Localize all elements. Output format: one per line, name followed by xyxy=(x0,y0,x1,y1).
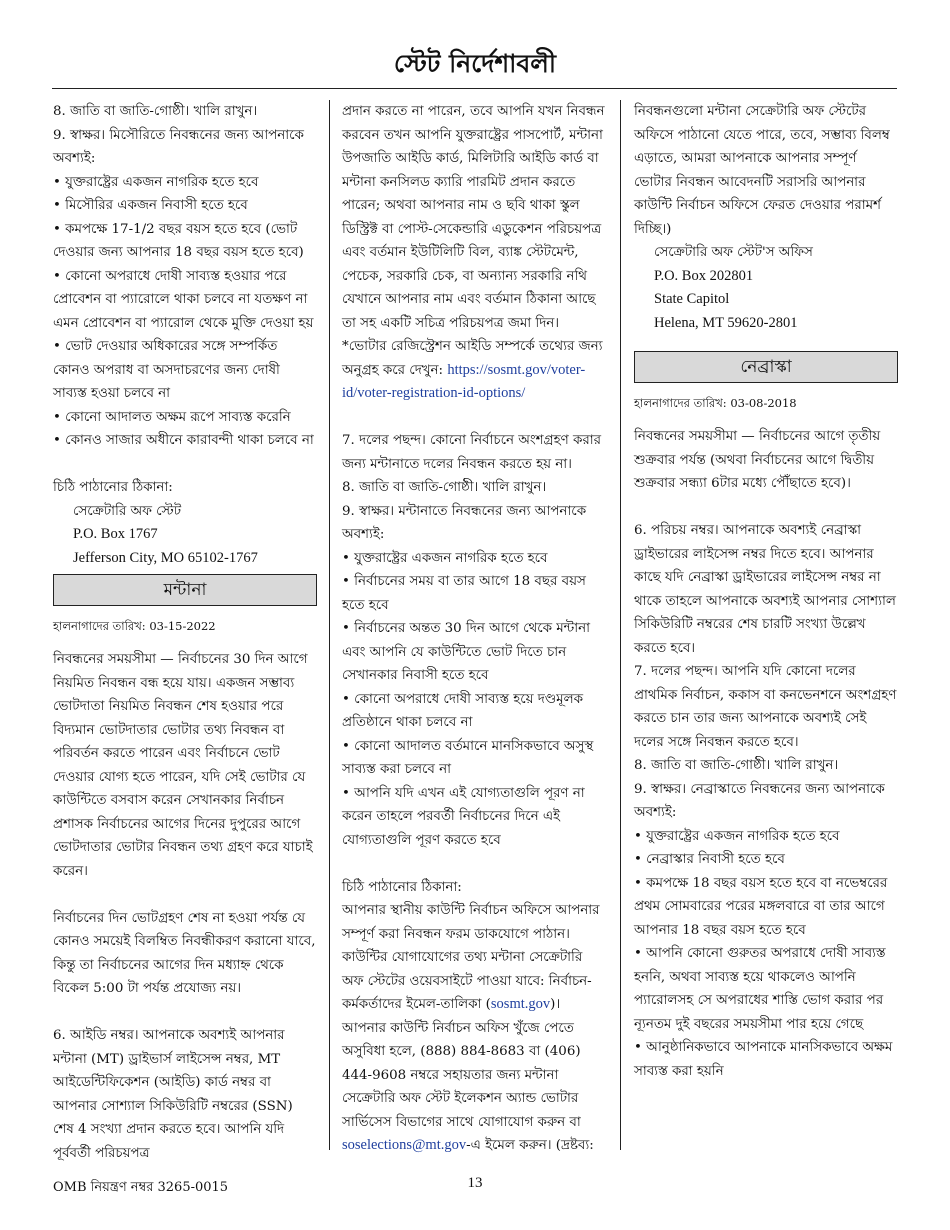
updated-date: হালনাগাদের তারিখ: 03-08-2018 xyxy=(634,396,797,410)
mailing-label: চিঠি পাঠানোর ঠিকানা: xyxy=(53,480,173,495)
address-line: State Capitol xyxy=(654,291,730,307)
requirement-item: • কোনও সাজার অধীনে কারাবন্দী থাকা চলবে না xyxy=(53,433,314,448)
requirement-item: • নির্বাচনের অন্তত 30 দিন আগে থেকে মন্টানা এবং আপনি যে কাউন্টিতে ভোট দিতে চান সেখানকার নিবাসী হতে হবে xyxy=(342,621,590,683)
requirement-item: • নির্বাচনের সময় বা তার আগে 18 বছর বয়স হতে হবে xyxy=(342,574,586,613)
party-paragraph: 7. দলের পছন্দ। আপনি যদি কোনো দলের প্রাথমিক নির্বাচন, ককাস বা কনভেনশনে অংশগ্রহণ করতে চান তার জন্য আপনাকে অবশ্যই সেই দলের সঙ্গে নিবন্ধন করতে হবে। xyxy=(634,664,897,750)
race-line: 8. জাতি বা জাতি-গোষ্ঠী। খালি রাখুন। xyxy=(342,480,547,495)
column-3 xyxy=(634,100,898,1083)
id-number-paragraph: 6. আইডি নম্বর। আপনাকে অবশ্যই আপনার মন্টানা (MT) ড্রাইভার্স লাইসেন্স নম্বর, MT আইডেন্টিফিকেশন (আইডি) কার্ড নম্বর বা আপনার সোশ্যাল সিকিউরিটি নম্বরের (SSN) শেষ 4 সংখ্যা প্রদান করতে হবে। আপনি যদি পূর্ববর্তী পরিচয়পত্র xyxy=(53,1028,293,1161)
voter-id-link[interactable]: https://sosmt.gov/voter-id/voter-registration-id-options/ xyxy=(342,361,586,401)
deadline-paragraph: নিবন্ধনের সময়সীমা — নির্বাচনের 30 দিন আগে নিয়মিত নিবন্ধন বন্ধ হয়ে যায়। একজন সম্ভাব্য ভোটদাতা নিয়মিত নিবন্ধন শেষ হওয়ার পরে বিদ্যমান ভোটদাতার ভোটার তথ্য নিবন্ধন বা পরিবর্তন করতে পারেন এবং নির্বাচনে ভোট দেওয়ার যোগ্য হতে পারেন, যদি সেই ভোটার যে কাউন্টিতে বসবাস করেন সেখানকার নির্বাচন প্রশাসক নির্বাচনের আগের দিনের দুপুরের আগে ভোটদাতার ভোটার নিবন্ধন তথ্য গ্রহণ করে যাচাই করেন। xyxy=(53,652,313,879)
mailing-label: চিঠি পাঠানোর ঠিকানা: xyxy=(342,879,462,895)
requirement-item: • কমপক্ষে 17-1/2 বছর বয়স হতে হবে (ভোট দেওয়ার জন্য আপনার 18 বছর বয়স হতে হবে) xyxy=(53,221,304,260)
requirement-item: • আপনি যদি এখন এই যোগ্যতাগুলি পূরণ না করেন তাহলে পরবর্তী নির্বাচনের দিনে এই যোগ্যতাগুলি পূরণ করতে হবে xyxy=(342,785,585,848)
race-line: 8. জাতি বা জাতি-গোষ্ঠী। খালি রাখুন। xyxy=(634,758,839,773)
requirement-item: • আনুষ্ঠানিকভাবে আপনাকে মানসিকভাবে অক্ষম সাব্যস্ত করা হয়নি xyxy=(634,1040,893,1079)
party-line: 7. দলের পছন্দ। কোনো নির্বাচনে অংশগ্রহণ করার জন্য মন্টানাতে দলের নিবন্ধন করতে হয় না। xyxy=(342,433,601,472)
omb-control-number: OMB নিয়ন্ত্রণ নম্বর 3265-0015 xyxy=(53,1180,229,1195)
requirement-item: • আপনি কোনো গুরুতর অপরাধে দোষী সাব্যস্ত হননি, অথবা সাব্যস্ত হয়ে থাকলেও আপনি প্যারোলসহ সে অপরাধের শাস্তি ভোগ করার পর ন্যূনতম দুই বছরের সময়সীমা পার হয়ে গেছে xyxy=(634,946,886,1032)
email-link[interactable]: soselections@mt.gov xyxy=(342,1137,467,1153)
requirement-item: • কোনো আদালত অক্ষম রূপে সাব্যস্ত করেনি xyxy=(53,409,291,425)
deadline-paragraph: নিবন্ধনের সময়সীমা — নির্বাচনের আগে তৃতীয় শুক্রবার পর্যন্ত (অথবা নির্বাচনের আগে দ্বিতীয় শুক্রবার সন্ধ্যা 6টার মধ্যে পৌঁছাতে হবে)। xyxy=(634,429,881,491)
header-rule xyxy=(52,88,897,89)
address-line: Jefferson City, MO 65102-1767 xyxy=(73,549,258,566)
state-heading-montana: মন্টানা xyxy=(53,574,317,606)
page-number: 13 xyxy=(467,1175,483,1191)
signature-line: 9. স্বাক্ষর। মিসৌরিতে নিবন্ধনের জন্য আপনাকে অবশ্যই: xyxy=(53,127,304,166)
signature-line: 9. স্বাক্ষর। নেব্রাস্কাতে নিবন্ধনের জন্য আপনাকে অবশ্যই: xyxy=(634,781,885,820)
requirement-item: • যুক্তরাষ্ট্রের একজন নাগরিক হতে হবে xyxy=(53,174,259,190)
address-line: সেক্রেটারি অফ স্টেট'স অফিস xyxy=(654,245,813,260)
mailing-paragraph: আপনার স্থানীয় কাউন্টি নির্বাচন অফিসে আপনার সম্পূর্ণ করা নিবন্ধন ফরম ডাকযোগে পাঠান। কাউন্টির যোগাযোগের তথ্য মন্টানা সেক্রেটারি অফ স্টেটের ওয়েবসাইটে পাওয়া যাবে: নির্বাচন-কর্মকর্তাদের ইমেল-তালিকা (sosmt.gov)। আপনার কাউন্টি নির্বাচন অফিস খুঁজে পেতে অসুবিধা হলে, (888) 884-8683 বা (406) 444-9608 নম্বরে সহায়তার জন্য মন্টানা সেক্রেটারি অফ স্টেট ইলেকশন অ্যান্ড ভোটার সার্ভিসেস বিভাগের সাথে যোগাযোগ করুন বা soselections@mt.gov-এ ইমেল করুন। (দ্রষ্টব্য: xyxy=(342,903,600,1153)
id-number-paragraph: 6. পরিচয় নম্বর। আপনাকে অবশ্যই নেব্রাস্কা ড্রাইভারের লাইসেন্স নম্বর দিতে হবে। আপনার কাছে যদি নেব্রাস্কা ড্রাইভারের লাইসেন্স নম্বর না থাকে তাহলে আপনাকে অবশ্যই আপনার সোশ্যাল সিকিউরিটি নম্বরের শেষ চারটি সংখ্যা উল্লেখ করতে হবে। xyxy=(634,523,896,656)
requirement-item: • যুক্তরাষ্ট্রের একজন নাগরিক হতে হবে xyxy=(634,828,840,844)
requirement-item: • মিসৌরির একজন নিবাসী হতে হবে xyxy=(53,198,248,213)
column-divider-1 xyxy=(329,100,330,1150)
requirement-item: • যুক্তরাষ্ট্রের একজন নাগরিক হতে হবে xyxy=(342,550,548,566)
note-paragraph: নিবন্ধনগুলো মন্টানা সেক্রেটারি অফ স্টেটের অফিসে পাঠানো যেতে পারে, তবে, সম্ভাব্য বিলম্ব এড়াতে, আমরা আপনাকে আপনার সম্পূর্ণ ভোটার নিবন্ধন আবেদনটি সরাসরি আপনার কাউন্টি নির্বাচন অফিসে ফেরত দেওয়ার পরামর্শ দিচ্ছি।) xyxy=(634,104,890,237)
page-title: স্টেট নির্দেশাবলী xyxy=(393,49,557,78)
updated-date: হালনাগাদের তারিখ: 03-15-2022 xyxy=(53,619,216,633)
late-registration-paragraph: নির্বাচনের দিন ভোটগ্রহণ শেষ না হওয়া পর্যন্ত যে কোনও সময়েই বিলম্বিত নিবন্ধীকরণ করানো যাবে, কিন্তু তা নির্বাচনের আগের দিন মধ্যাহ্ন থেকে বিকেল 5:00 টা পর্যন্ত প্রযোজ্য নয়। xyxy=(53,910,316,996)
address-line: P.O. Box 1767 xyxy=(73,526,158,542)
address-line: সেক্রেটারি অফ স্টেট xyxy=(73,503,182,519)
address-line: P.O. Box 202801 xyxy=(654,267,754,284)
column-divider-2 xyxy=(620,100,621,1150)
column-1 xyxy=(53,100,317,1165)
requirement-item: • নেব্রাস্কার নিবাসী হতে হবে xyxy=(634,852,785,867)
address-line: Helena, MT 59620-2801 xyxy=(654,314,798,331)
sosmt-link[interactable]: sosmt.gov xyxy=(490,996,551,1012)
requirement-item: • ভোট দেওয়ার অধিকারের সঙ্গে সম্পর্কিত কোনও অপরাধ বা অসদাচরণের জন্য দোষী সাব্যস্ত হওয়া চলবে না xyxy=(53,339,280,401)
state-heading-nebraska: নেব্রাস্কা xyxy=(634,351,898,383)
race-line: 8. জাতি বা জাতি-গোষ্ঠী। খালি রাখুন। xyxy=(53,104,258,119)
requirement-item: • কোনো আদালত বর্তমানে মানসিকভাবে অসুস্থ সাব্যস্ত করা চলবে না xyxy=(342,738,594,777)
requirement-item: • কমপক্ষে 18 বছর বয়স হতে হবে বা নভেম্বরের প্রথম সোমবারের পরের মঙ্গলবারে বা তার আগে আপনার 18 বছর বয়স হতে হবে xyxy=(634,875,888,938)
requirement-item: • কোনো অপরাধে দোষী সাব্যস্ত হওয়ার পরে প্রোবেশন বা প্যারোলে থাকা চলবে না যতক্ষণ না এমন প্রোবেশন বা প্যারোল থেকে মুক্তি দেওয়া হয় xyxy=(53,268,314,331)
signature-line: 9. স্বাক্ষর। মন্টানাতে নিবন্ধনের জন্য আপনাকে অবশ্যই: xyxy=(342,503,587,542)
id-continued-paragraph: প্রদান করতে না পারেন, তবে আপনি যখন নিবন্ধন করবেন তখন আপনি যুক্তরাষ্ট্রের পাসপোর্ট, মন্টানা উপজাতি আইডি কার্ড, মিলিটারি আইডি কার্ড বা মন্টানা কনসিলড ক্যারি পারমিট প্রদান করতে পারেন; অথবা আপনার নাম ও ছবি থাকা স্কুল ডিস্ট্রিক্ট বা পোস্ট-সেকেন্ডারি এডুকেশন পরিচয়পত্র এবং বর্তমান ইউটিলিটি বিল, ব্যাঙ্ক স্টেটমেন্ট, পেচেক, সরকারি চেক, বা অন্যান্য সরকারি নথি যেখানে আপনার নাম এবং বর্তমান ঠিকানা আছে তা সহ একটি সচিত্র পরিচয়পত্র জমা দিন। *ভোটার রেজিস্ট্রেশন আইডি সম্পর্কে তথ্যের জন্য অনুগ্রহ করে দেখুন: https://sosmt.gov/voter-id/voter-registration-id-options/ xyxy=(342,104,605,401)
requirement-item: • কোনো অপরাধে দোষী সাব্যস্ত হয়ে দণ্ডমূলক প্রতিষ্ঠানে থাকা চলবে না xyxy=(342,691,583,730)
column-2 xyxy=(342,100,606,1158)
